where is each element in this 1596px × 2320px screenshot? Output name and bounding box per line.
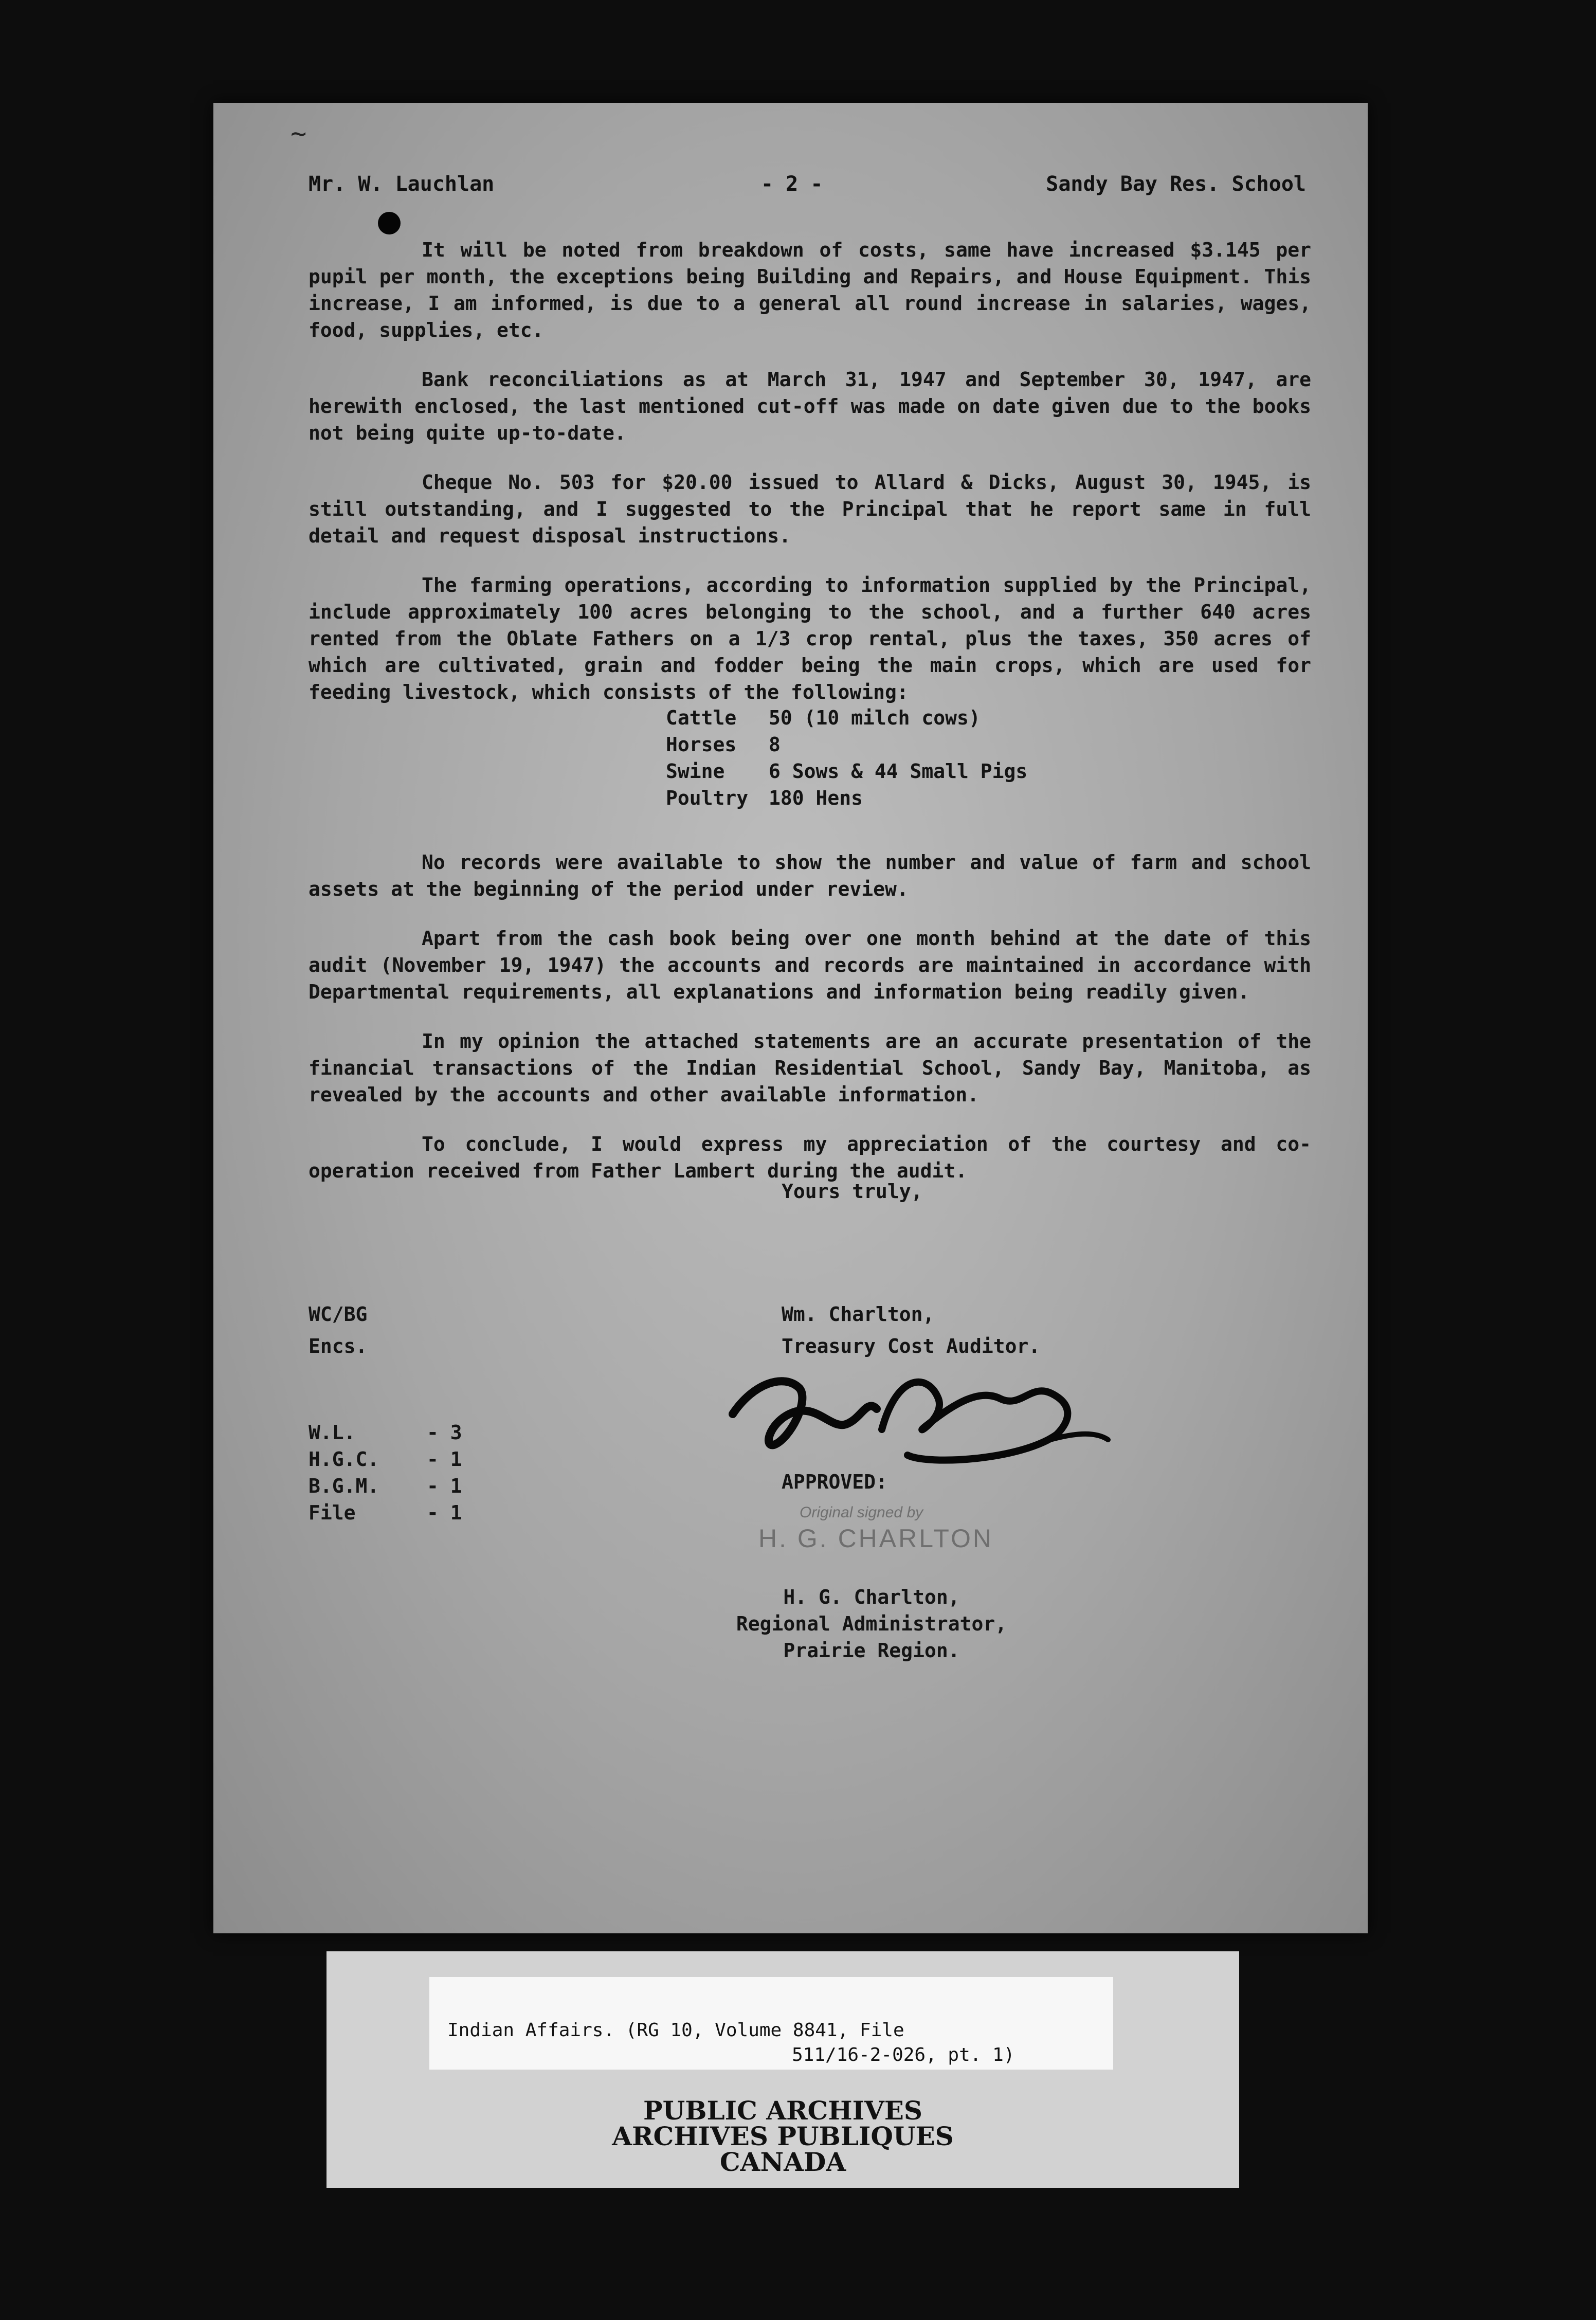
livestock-row: Poultry 180 Hens	[666, 787, 863, 809]
distribution-list	[309, 1419, 462, 1526]
paragraph-cashbook: Apart from the cash book being over one month behind at the date of this audit (November 19, 1947) the accounts and records are maintained in accordance with Departmental requirements, all explanations and information being readily given.	[309, 927, 1311, 1003]
page-number: - 2 -	[761, 172, 823, 196]
archive-reference: Indian Affairs. (RG 10, Volume 8841, File 511/16-2-026, pt. 1)	[447, 2020, 1015, 2065]
typist-initials: WC/BG Encs.	[309, 1303, 368, 1357]
paragraph-cheque: Cheque No. 503 for $20.00 issued to Allard & Dicks, August 30, 1945, is still outstanding, and I suggested to the Principal that he report same in full detail and request disposal instructions.	[309, 471, 1311, 547]
livestock-row: Swine 6 Sows & 44 Small Pigs	[666, 760, 1028, 783]
paragraph-opinion: In my opinion the attached statements are an accurate presentation of the financial transactions of the Indian Residential School, Sandy Bay, Manitoba, as revealed by the accounts and other available information.	[309, 1030, 1311, 1106]
archives-stamp: PUBLIC ARCHIVES ARCHIVES PUBLIQUES CANADA	[612, 2095, 954, 2177]
school-name: Sandy Bay Res. School	[1046, 172, 1306, 196]
distribution-row: H.G.C. - 1	[309, 1448, 462, 1471]
paragraph-farming: The farming operations, according to information supplied by the Principal, include approximately 100 acres belonging to the school, and a further 640 acres rented from the Oblate Fathers on a 1/3 crop rental, plus the taxes, 350 acres of which are cultivated, grain and fodder being the main crops, which are used for feeding livestock, which consists of the following:	[309, 574, 1311, 703]
document-page	[213, 103, 1368, 1933]
punch-hole-mark	[378, 212, 401, 234]
paragraph-bank: Bank reconciliations as at March 31, 1947 and September 30, 1947, are herewith enclosed, the last mentioned cut-off was made on date given due to the books not being quite up-to-date.	[309, 368, 1311, 444]
signer-title: Treasury Cost Auditor.	[782, 1335, 1041, 1357]
distribution-row: File - 1	[309, 1501, 462, 1524]
signer-name: Wm. Charlton,	[782, 1303, 935, 1326]
paragraph-costs: It will be noted from breakdown of costs, same have increased $3.145 per pupil per month, the exceptions being Building and Repairs, and House Equipment. This increase, I am informed, is due to a general all round increase in salaries, wages, food, supplies, etc.	[309, 239, 1311, 341]
approver-block	[728, 1584, 1015, 1664]
distribution-row: B.G.M. - 1	[309, 1475, 462, 1497]
approver-name: H. G. Charlton,	[783, 1586, 960, 1608]
approver-title: Regional Administrator,	[736, 1612, 1007, 1635]
handwritten-signature	[712, 1352, 1123, 1471]
paragraph-conclusion: To conclude, I would express my appreciation of the courtesy and co-operation received from Father Lambert during the audit.	[309, 1133, 1311, 1182]
approved-label: APPROVED:	[782, 1471, 887, 1493]
livestock-row: Horses 8	[666, 733, 781, 756]
handwritten-mark: ~	[291, 118, 307, 149]
paragraph-records: No records were available to show the number and value of farm and school assets at the beginning of the period under review.	[309, 851, 1311, 900]
signature-stamp: Original signed by H. G. CHARLTON	[758, 1504, 993, 1553]
livestock-list	[666, 704, 1027, 811]
approver-region: Prairie Region.	[783, 1639, 960, 1662]
distribution-row: W.L. - 3	[309, 1421, 462, 1444]
addressee: Mr. W. Lauchlan	[309, 172, 495, 196]
livestock-row: Cattle 50 (10 milch cows)	[666, 706, 981, 729]
closing: Yours truly,	[782, 1180, 923, 1203]
